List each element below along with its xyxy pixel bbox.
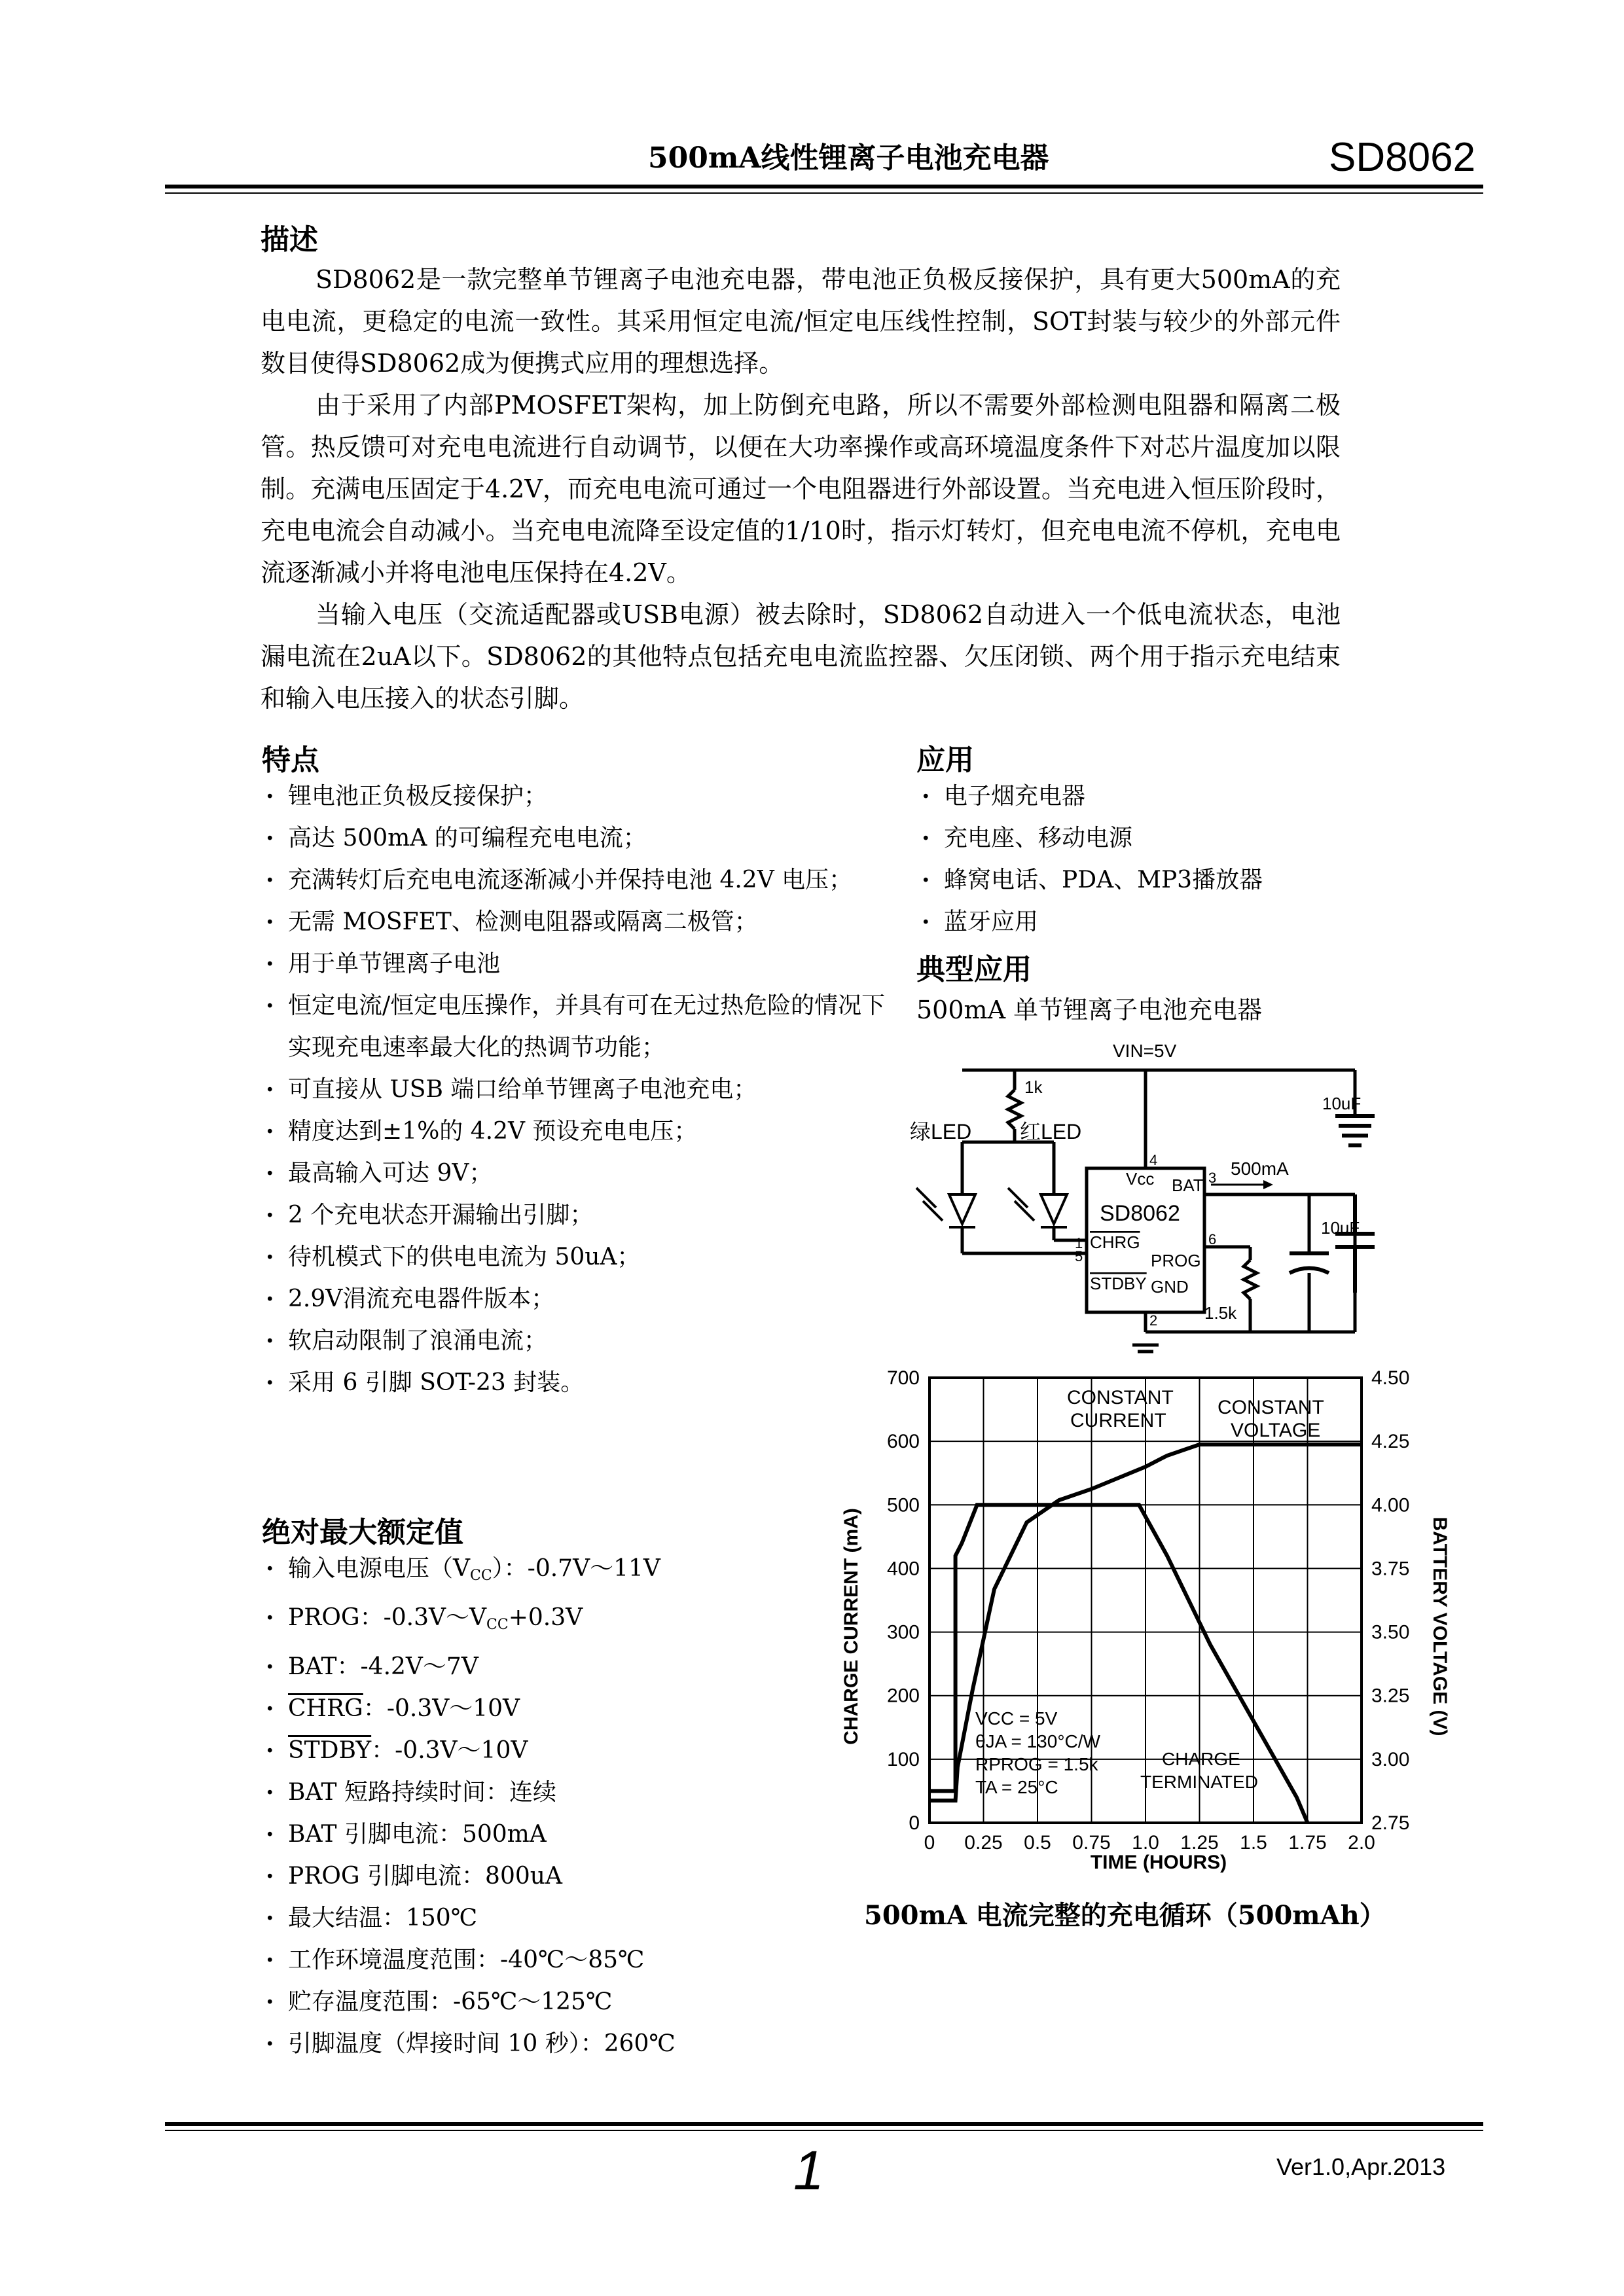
chart-y-label: CHARGE CURRENT (mA) — [840, 1508, 862, 1745]
description-paragraph-2: 由于采用了内部PMOSFET架构，加上防倒充电路，所以不需要外部检测电阻器和隔离二极管。热反馈可对充电电流进行自动调节，以便在大功率操作或高环境温度条件下对芯片温度加以限制。充满电压固定于4.2V，而充电电流可通过一个电阻器进行外部设置。当充电进入恒压阶段时，充电电流会自动减小。当充电电流降至设定值的1/10时，指示灯转灯，但充电电流不停机，充电电流逐渐减小并将电池电压保持在4.2V。 — [261, 391, 1341, 587]
page-number: 1 — [793, 2140, 824, 2201]
abs-max-item: · 输入电源电压$(V_{CC})$：-0.7V～11V — [261, 1548, 850, 1597]
features-list — [261, 776, 889, 1404]
x-tick-label: 0.5 — [1024, 1832, 1051, 1854]
pin-number: 4 — [1149, 1152, 1158, 1168]
y2-tick-label: 3.75 — [1371, 1558, 1410, 1580]
abs-max-item: · STDBY：-0.3V～10V — [261, 1730, 850, 1772]
r-led-label: 1k — [1024, 1077, 1043, 1097]
description-paragraph-3: 当输入电压（交流适配器或USB电源）被去除时，SD8062自动进入一个低电流状态，电池漏电流在2uA以下。SD8062的其他特点包括充电电流监控器、欠压闭锁、两个用于指示充电结束和输入电压接入的状态引脚。 — [261, 600, 1341, 713]
footer-rule-thick — [165, 2122, 1483, 2126]
pin-bat-label: BAT — [1172, 1175, 1204, 1195]
condition-rprog: RPROG = 1.5k — [975, 1754, 1098, 1774]
chip-label: SD8062 — [1100, 1201, 1180, 1226]
application-item: · 蓝牙应用 — [916, 901, 1440, 943]
feature-item: · 2.9V涓流充电器件版本； — [261, 1278, 889, 1320]
y-tick-label: 100 — [886, 1748, 920, 1770]
x-tick-label: 0.25 — [964, 1832, 1003, 1854]
abs-max-item: · CHRG：-0.3V～10V — [261, 1688, 850, 1730]
ground-symbol — [1132, 1345, 1159, 1352]
feature-item: · 待机模式下的供电电流为 50uA； — [261, 1236, 889, 1278]
feature-item: · 最高输入可达 9V； — [261, 1153, 889, 1194]
abs-max-item: · 引脚温度（焊接时间 10 秒）：260℃ — [261, 2023, 850, 2065]
pin-chrg-label: CHRG — [1090, 1232, 1140, 1252]
led-symbols — [916, 1188, 1067, 1227]
feature-item: · 可直接从 USB 端口给单节锂离子电池充电； — [261, 1069, 889, 1111]
abs-max-heading: 绝对最大额定值 — [262, 1516, 463, 1549]
chart-y2-label: BATTERY VOLTAGE (V) — [1429, 1516, 1451, 1736]
feature-item: · 高达 500mA 的可编程充电电流； — [261, 817, 889, 859]
feature-item: · 采用 6 引脚 SOT-23 封装。 — [261, 1362, 889, 1404]
y-tick-label: 500 — [886, 1494, 920, 1516]
annotation-constant-voltage: VOLTAGE — [1231, 1420, 1321, 1441]
x-tick-label: 0 — [924, 1832, 935, 1854]
charge-cycle-chart — [838, 1365, 1453, 1875]
capacitor-symbols — [1290, 1116, 1375, 1293]
applications-list — [916, 776, 1440, 943]
x-tick-label: 1.5 — [1240, 1832, 1267, 1854]
y2-tick-label: 2.75 — [1371, 1812, 1410, 1834]
y-tick-label: 0 — [909, 1812, 920, 1834]
x-tick-label: 1.0 — [1132, 1832, 1159, 1854]
header-rule-thin — [165, 192, 1483, 194]
y2-tick-label: 3.25 — [1371, 1685, 1410, 1707]
y-tick-label: 600 — [886, 1431, 920, 1453]
abs-max-list — [261, 1548, 850, 2065]
annotation-charge-terminated: TERMINATED — [1140, 1772, 1258, 1792]
x-tick-label: 0.75 — [1072, 1832, 1111, 1854]
pin-number: 1 — [1075, 1235, 1083, 1251]
pin-number: 3 — [1208, 1170, 1217, 1186]
y2-tick-label: 4.50 — [1371, 1367, 1410, 1389]
document-version: Ver1.0,Apr.2013 — [1276, 2153, 1446, 2180]
description-paragraph-1: SD8062是一款完整单节锂离子电池充电器，带电池正负极反接保护，具有更大500mA的充电电流，更稳定的电流一致性。其采用恒定电流/恒定电压线性控制，SOT封装与较少的外部元件数目使得SD8062成为便携式应用的理想选择。 — [261, 265, 1341, 378]
y-tick-label: 400 — [886, 1558, 920, 1580]
application-item: · 蜂窝电话、PDA、MP3播放器 — [916, 859, 1440, 901]
y-tick-label: 300 — [886, 1621, 920, 1643]
footer-rule-thin — [165, 2130, 1483, 2131]
output-cap-label: 10uF — [1321, 1218, 1360, 1238]
chart-x-label: TIME (HOURS) — [1090, 1852, 1227, 1873]
y2-tick-label: 4.25 — [1371, 1431, 1410, 1453]
y-tick-label: 700 — [886, 1367, 920, 1389]
pin-gnd-label: GND — [1151, 1277, 1189, 1297]
current-label: 500mA — [1231, 1158, 1289, 1179]
abs-max-item: · PROG：$-0.3V\sim V_{CC}+0.3V$ — [261, 1597, 850, 1646]
pin-number: 2 — [1149, 1312, 1158, 1329]
r-prog-label: 1.5k — [1204, 1303, 1237, 1323]
current-arrowhead — [1263, 1180, 1273, 1189]
features-heading: 特点 — [262, 744, 319, 777]
header-rule-thick — [165, 185, 1483, 188]
condition-ta: TA = 25°C — [975, 1777, 1058, 1797]
condition-vcc: VCC = 5V — [975, 1708, 1058, 1729]
abs-max-item: · 贮存温度范围：-65℃～125℃ — [261, 1981, 850, 2023]
pin-prog-label: PROG — [1151, 1251, 1201, 1270]
y2-tick-label: 4.00 — [1371, 1494, 1410, 1516]
red-led-label: 红LED — [1020, 1120, 1082, 1143]
annotation-constant-current: CURRENT — [1070, 1410, 1166, 1431]
abs-max-item: · BAT 短路持续时间：连续 — [261, 1772, 850, 1814]
abs-max-item: · 最大结温：150℃ — [261, 1897, 850, 1939]
input-cap-label: 10uF — [1322, 1094, 1362, 1113]
feature-item: · 锂电池正负极反接保护； — [261, 776, 889, 817]
x-tick-label: 1.25 — [1180, 1832, 1219, 1854]
pin-stdby-label: STDBY — [1090, 1274, 1147, 1293]
description-heading: 描述 — [261, 223, 318, 257]
abs-max-item: · PROG 引脚电流：800uA — [261, 1856, 850, 1897]
green-led-label: 绿LED — [910, 1120, 972, 1143]
typical-application-heading: 典型应用 — [916, 953, 1032, 986]
application-schematic — [903, 1037, 1401, 1378]
feature-item: · 精度达到±1%的 4.2V 预设充电电压； — [261, 1111, 889, 1153]
annotation-charge-terminated: CHARGE — [1162, 1749, 1240, 1769]
chart-caption: 500mA 电流完整的充电循环（500mAh） — [864, 1900, 1386, 1931]
y-tick-label: 200 — [886, 1685, 920, 1707]
model-number: SD8062 — [1329, 135, 1476, 180]
abs-max-item: · 工作环境温度范围：-40℃～85℃ — [261, 1939, 850, 1981]
annotation-constant-current: CONSTANT — [1067, 1387, 1174, 1408]
applications-heading: 应用 — [916, 744, 974, 777]
typical-application-subtitle: 500mA 单节锂离子电池充电器 — [916, 996, 1263, 1024]
abs-max-item: · BAT 引脚电流：500mA — [261, 1814, 850, 1856]
pin-vcc-label: Vcc — [1126, 1169, 1155, 1189]
feature-item: · 用于单节锂离子电池 — [261, 943, 889, 985]
condition-theta: θJA = 130°C/W — [975, 1731, 1100, 1751]
application-item: · 电子烟充电器 — [916, 776, 1440, 817]
x-tick-label: 2.0 — [1348, 1832, 1375, 1854]
feature-item: · 恒定电流/恒定电压操作，并具有可在无过热危险的情况下实现充电速率最大化的热调节功能； — [261, 985, 889, 1069]
pin-number: 6 — [1208, 1231, 1217, 1247]
x-tick-label: 1.75 — [1288, 1832, 1327, 1854]
abs-max-item: · BAT：-4.2V～7V — [261, 1646, 850, 1688]
vin-label: VIN=5V — [1113, 1041, 1177, 1061]
feature-item: · 充满转灯后充电电流逐渐减小并保持电池 4.2V 电压； — [261, 859, 889, 901]
y2-tick-label: 3.00 — [1371, 1748, 1410, 1770]
document-title: 500mA线性锂离子电池充电器 — [648, 141, 1049, 175]
application-item: · 充电座、移动电源 — [916, 817, 1440, 859]
feature-item: · 2 个充电状态开漏输出引脚； — [261, 1194, 889, 1236]
y2-tick-label: 3.50 — [1371, 1621, 1410, 1643]
feature-item: · 无需 MOSFET、检测电阻器或隔离二极管； — [261, 901, 889, 943]
feature-item: · 软启动限制了浪涌电流； — [261, 1320, 889, 1362]
description-body — [261, 259, 1341, 719]
annotation-constant-voltage: CONSTANT — [1218, 1397, 1324, 1418]
pin-number: 5 — [1075, 1248, 1083, 1265]
